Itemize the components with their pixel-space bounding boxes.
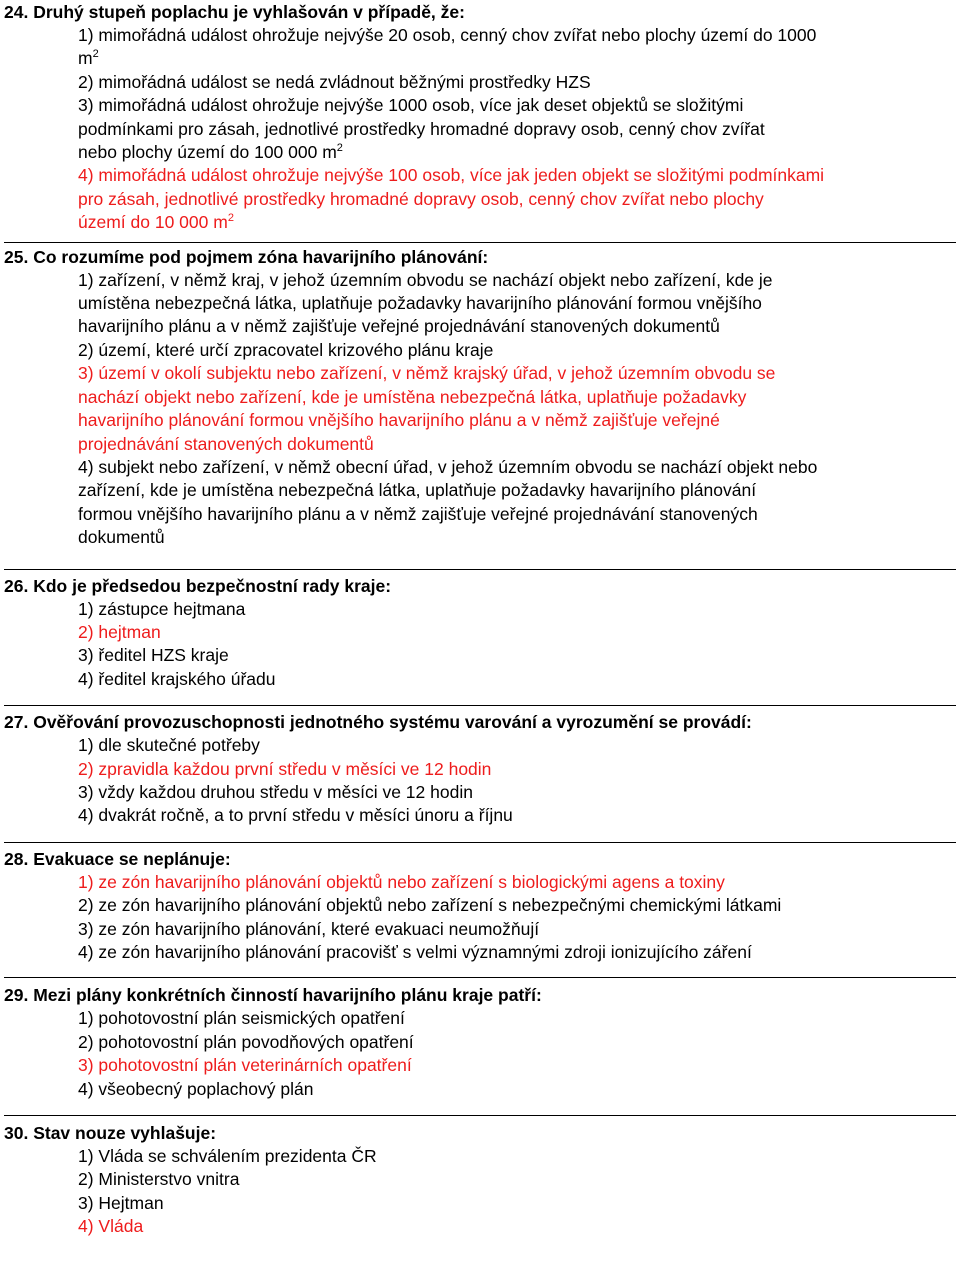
answer-line [78, 598, 956, 621]
answer-option [78, 804, 956, 827]
answer-line [78, 1192, 956, 1215]
answer-line-text: 4) subjekt nebo zařízení, v němž obecní úřad, v jehož územním obvodu se nachází objekt nebo [78, 456, 818, 477]
answer-line-text: havarijního plánu a v němž zajišťuje veřejné projednávání stanovených dokumentů [78, 316, 720, 337]
question-number: 30. [4, 1123, 29, 1144]
answer-line-text: 1) Vláda se schválením prezidenta ČR [78, 1146, 377, 1167]
answer-line [78, 1145, 956, 1168]
answer-line-text: 4) dvakrát ročně, a to první středu v měsíci únoru a říjnu [78, 805, 513, 826]
answer-line-text: formou vnějšího havarijního plánu a v němž zajišťuje veřejné projednávání stanovených [78, 503, 758, 524]
answer-line [78, 1078, 956, 1101]
answer-option [78, 1007, 956, 1030]
answer-line [78, 386, 956, 409]
question-block [4, 243, 956, 570]
question-title [4, 983, 956, 1007]
answer-line [78, 362, 956, 385]
answer-option [78, 24, 956, 71]
answer-option [78, 339, 956, 362]
answer-line-text: 2) ze zón havarijního plánování objektů nebo zařízení s nebezpečnými chemickými látkami [78, 895, 782, 916]
question-title [4, 847, 956, 871]
answer-line-text: pro zásah, jednotlivé prostředky hromadné dopravy osob, cenný chov zvířat nebo plochy [78, 188, 764, 209]
answer-line-text: m [78, 48, 93, 69]
answer-line-text: umístěna nebezpečná látka, uplatňuje požadavky havarijního plánování formou vnějšího [78, 293, 762, 314]
question-number: 25. [4, 246, 29, 267]
answer-line [78, 781, 956, 804]
answer-line-text: 2) pohotovostní plán povodňových opatření [78, 1031, 414, 1052]
question-text: Mezi plány konkrétních činností havarijního plánu kraje patří: [33, 985, 542, 1006]
answer-line [78, 503, 956, 526]
answer-option [78, 598, 956, 621]
answer-option-correct [78, 758, 956, 781]
answer-line-text: 3) ředitel HZS kraje [78, 645, 229, 666]
answer-line-text: 4) mimořádná událost ohrožuje nejvýše 100 osob, více jak jeden objekt se složitými podmínkami [78, 165, 825, 186]
answer-option-correct [78, 621, 956, 644]
answer-line-text: zařízení, kde je umístěna nebezpečná látka, uplatňuje požadavky havarijního plánování [78, 480, 757, 501]
question-text: Stav nouze vyhlašuje: [33, 1123, 217, 1144]
question-title [4, 574, 956, 598]
answer-option-correct [78, 164, 956, 234]
answer-line-text: 4) ze zón havarijního plánování pracovišť s velmi významnými zdroji ionizujícího záření [78, 942, 752, 962]
answer-option [78, 1168, 956, 1191]
answer-option-correct [78, 1215, 956, 1238]
question-title [4, 0, 956, 24]
question-text: Ověřování provozuschopnosti jednotného systému varování a vyrozumění se provádí: [33, 712, 752, 733]
question-title [4, 245, 956, 269]
answer-line-text: 3) mimořádná událost ohrožuje nejvýše 1000 osob, více jak deset objektů se složitými [78, 95, 744, 116]
answer-line [78, 211, 956, 234]
superscript-exponent: 2 [336, 142, 343, 155]
answer-option [78, 644, 956, 667]
answer-line [78, 315, 956, 338]
answer-line [78, 479, 956, 502]
answer-option [78, 781, 956, 804]
answer-line-text: 1) dle skutečné potřeby [78, 735, 260, 756]
answer-option [78, 71, 956, 94]
answer-option-correct [78, 1054, 956, 1077]
answer-line [78, 1007, 956, 1030]
question-number: 28. [4, 848, 29, 869]
answer-line-text: území do 10 000 m [78, 212, 228, 233]
answer-line [78, 24, 956, 47]
answer-line [78, 71, 956, 94]
answer-option [78, 456, 956, 550]
question-block [4, 1116, 956, 1239]
answer-line [78, 941, 956, 964]
answer-option [78, 1192, 956, 1215]
answer-line-text: 3) Hejtman [78, 1192, 164, 1213]
question-block [4, 978, 956, 1116]
answer-line [78, 644, 956, 667]
question-title [4, 710, 956, 734]
answer-line-text: projednávání stanovených dokumentů [78, 433, 374, 454]
answer-option [78, 1145, 956, 1168]
answer-line [78, 526, 956, 549]
answer-line [78, 47, 956, 70]
answer-line [78, 1215, 956, 1238]
answer-line [78, 269, 956, 292]
answer-line-text: 3) pohotovostní plán veterinárních opatření [78, 1055, 412, 1076]
question-text: Evakuace se neplánuje: [33, 848, 231, 869]
answer-line [78, 734, 956, 757]
answer-option [78, 94, 956, 164]
answer-line-text: 4) Vláda [78, 1216, 144, 1237]
answer-line [78, 668, 956, 691]
superscript-exponent: 2 [92, 48, 99, 61]
answer-option [78, 1031, 956, 1054]
answer-line [78, 94, 956, 117]
answer-line [78, 894, 956, 917]
answer-line [78, 1031, 956, 1054]
answer-line [78, 141, 956, 164]
answer-line-text: 1) mimořádná událost ohrožuje nejvýše 20 osob, cenný chov zvířat nebo plochy území do 1000 [78, 25, 817, 45]
answer-line [78, 456, 956, 479]
question-text: Kdo je předsedou bezpečnostní rady kraje: [33, 575, 392, 596]
question-text: Co rozumíme pod pojmem zóna havarijního plánování: [33, 246, 489, 267]
answer-line [78, 118, 956, 141]
answer-line-text: 3) území v okolí subjektu nebo zařízení, v němž krajský úřad, v jehož územním obvodu se [78, 363, 776, 384]
answer-option [78, 941, 956, 964]
answer-line-text: 3) ze zón havarijního plánování, které evakuaci neumožňují [78, 918, 540, 939]
question-number: 27. [4, 712, 29, 733]
answer-line [78, 292, 956, 315]
answer-line [78, 339, 956, 362]
answer-option [78, 918, 956, 941]
answer-line-text: 2) území, které určí zpracovatel krizového plánu kraje [78, 339, 494, 360]
answer-line-text: 1) pohotovostní plán seismických opatření [78, 1008, 405, 1029]
answer-line [78, 164, 956, 187]
answer-line-text: 3) vždy každou druhou středu v měsíci ve 12 hodin [78, 781, 473, 802]
answer-option [78, 269, 956, 339]
question-block [4, 570, 956, 707]
answer-line-text: 1) ze zón havarijního plánování objektů nebo zařízení s biologickými agens a toxiny [78, 871, 725, 892]
answer-option [78, 734, 956, 757]
answer-line-text: 1) zástupce hejtmana [78, 598, 246, 619]
answer-line-text: 4) všeobecný poplachový plán [78, 1078, 314, 1099]
answer-line-text: 2) Ministerstvo vnitra [78, 1169, 240, 1190]
answer-line [78, 804, 956, 827]
question-number: 26. [4, 575, 29, 596]
answer-option-correct [78, 362, 956, 456]
answer-line-text: 2) zpravidla každou první středu v měsíci ve 12 hodin [78, 758, 492, 779]
answer-line [78, 409, 956, 432]
answer-line-text: 2) mimořádná událost se nedá zvládnout běžnými prostředky HZS [78, 71, 591, 92]
question-block [4, 706, 956, 843]
answer-line-text: dokumentů [78, 527, 165, 548]
question-block [4, 843, 956, 979]
answer-line-text: 1) zařízení, v němž kraj, v jehož územním obvodu se nachází objekt nebo zařízení, kde je [78, 269, 773, 290]
answer-line [78, 433, 956, 456]
answer-line-text: 4) ředitel krajského úřadu [78, 668, 276, 689]
answer-line [78, 758, 956, 781]
answer-line [78, 1168, 956, 1191]
answer-line-text: nebo plochy území do 100 000 m [78, 142, 337, 163]
answer-line-text: 2) hejtman [78, 621, 161, 642]
answer-option [78, 668, 956, 691]
answer-line [78, 621, 956, 644]
answer-option [78, 1078, 956, 1101]
superscript-exponent: 2 [227, 212, 234, 225]
answer-line [78, 871, 956, 894]
answer-option-correct [78, 871, 956, 894]
answer-line-text: nachází objekt nebo zařízení, kde je umístěna nebezpečná látka, uplatňuje požadavky [78, 386, 747, 407]
answer-line-text: podmínkami pro zásah, jednotlivé prostředky hromadné dopravy osob, cenný chov zvířat [78, 118, 765, 139]
question-number: 24. [4, 2, 29, 22]
question-text: Druhý stupeň poplachu je vyhlašován v případě, že: [33, 2, 465, 22]
question-block [4, 0, 956, 243]
answer-line [78, 1054, 956, 1077]
answer-line-text: havarijního plánování formou vnějšího havarijního plánu a v němž zajišťuje veřejné [78, 410, 720, 431]
answer-line [78, 918, 956, 941]
answer-option [78, 894, 956, 917]
question-number: 29. [4, 985, 29, 1006]
question-title [4, 1121, 956, 1145]
answer-line [78, 188, 956, 211]
